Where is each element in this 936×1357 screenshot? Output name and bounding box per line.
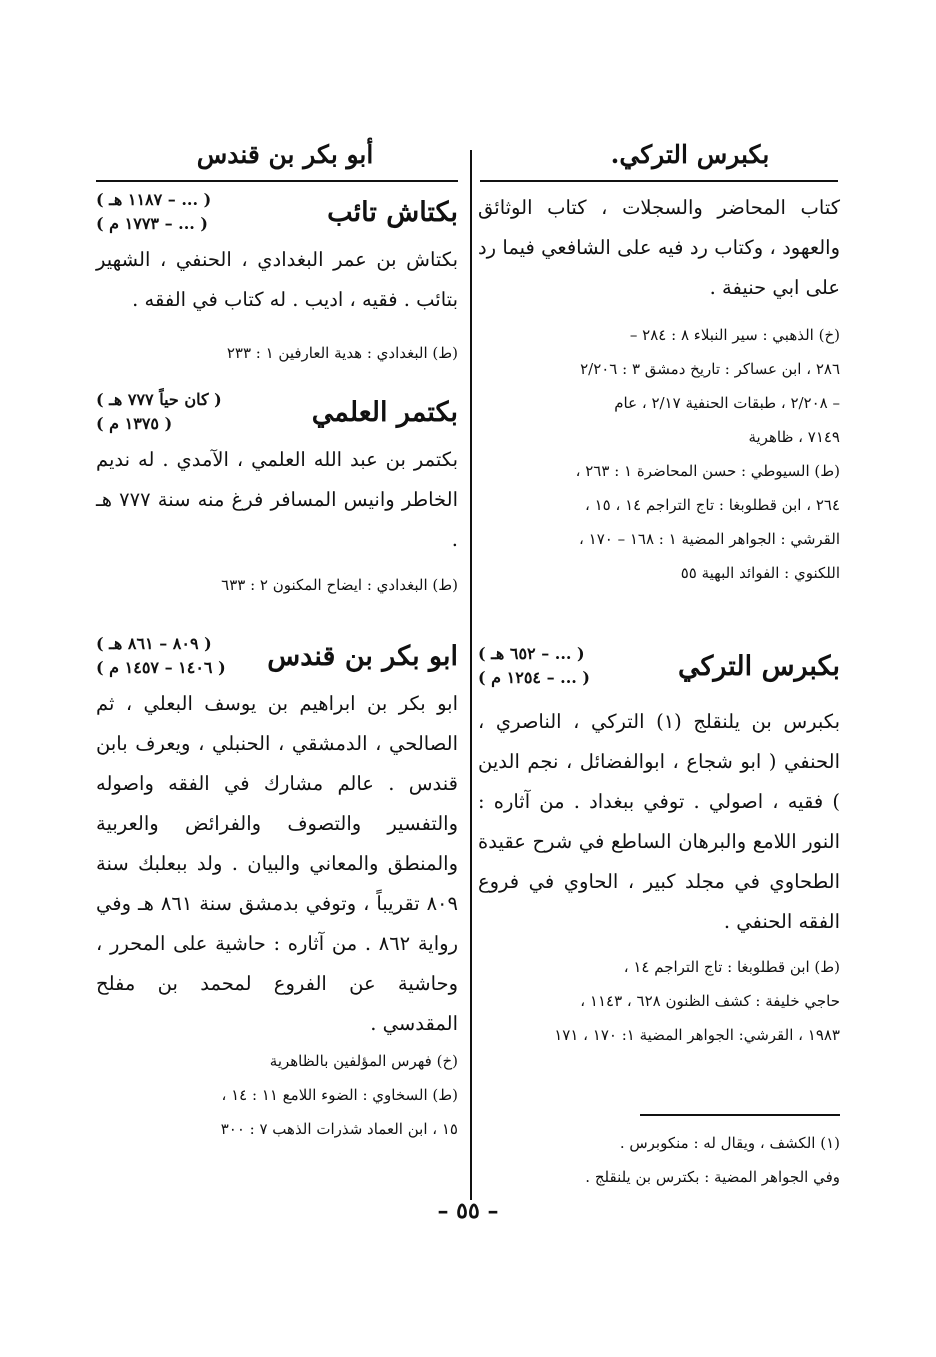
footnote-line: (١) الكشف ، ويقال له : منكوبرس . — [619, 1134, 840, 1152]
hijri-date: ( كان حياً ٧٧٧ هـ ) — [96, 390, 222, 409]
reference-line: (ط) السيوطي : حسن المحاضرة ١ : ٢٦٣ ، — [575, 462, 840, 480]
gregorian-date: ( ١٤٠٦ – ١٤٥٧ م ) — [96, 658, 226, 677]
reference-line: اللكنوي : الفوائد البهية ٥٥ — [680, 564, 840, 582]
header-rule-right — [480, 180, 838, 182]
entry-heading — [478, 642, 840, 690]
reference-line: (ط) السخاوي : الضوء اللامع ١١ : ١٤ ، — [221, 1086, 458, 1104]
hijri-date: ( ... – ٦٥٢ هـ ) — [478, 644, 585, 663]
entry-heading — [96, 188, 458, 236]
entry-heading — [96, 632, 458, 680]
reference-line: حاجي خليفة : كشف الظنون ٦٢٨ ، ١١٤٣ ، — [580, 992, 840, 1010]
gregorian-date: ( ... – ١٧٧٣ م ) — [96, 214, 208, 233]
page-number: – ٥٥ – — [437, 1198, 499, 1224]
running-header-right: بكبرس التركي. — [610, 140, 770, 169]
entry-body: بكبرس بن يلنقلج (١) التركي ، الناصري ، الحنفي ( ابو شجاع ، ابوالفضائل ، نجم الدين ) فقيه ، اصولي . توفي ببغداد . من آثاره : النور اللامع والبرهان الساطع في شرح عقيدة الطحاوي في مجلد كبير ، الحاوي في فروع الفقه الحنفي . — [478, 710, 841, 933]
entry-dates — [96, 632, 226, 680]
footnote-line: وفي الجواهر المضية : بكترس بن يلنقلج . — [585, 1168, 840, 1186]
entry-body: بكتمر بن عبد الله العلمي ، الآمدي . له نديم الخاطر وانيس المسافر فرغ منه سنة ٧٧٧ هـ . — [96, 448, 458, 551]
entry-dates — [96, 388, 222, 436]
footnote-rule — [640, 1114, 840, 1116]
continuation-text: كتاب المحاضر والسجلات ، كتاب الوثائق والعهود ، وكتاب رد فيه على الشافعي فيما رد على ابي حنيفة . — [478, 196, 840, 299]
footnote — [478, 1126, 840, 1194]
entry-name: بكبرس التركي — [678, 650, 840, 682]
reference-line: (خ) الذهبي : سير النبلاء ٨ : ٢٨٤ – — [629, 326, 840, 344]
left-column — [96, 188, 458, 1146]
entry-dates — [96, 188, 211, 236]
entry-name: ابو بكر بن قندس — [267, 640, 458, 672]
reference-line: ٧١٤٩ ، ظاهرية — [748, 428, 840, 446]
gregorian-date: ( ١٣٧٥ م ) — [96, 414, 173, 433]
entry-name: بكتمر العلمي — [311, 396, 458, 428]
entry-body: بكتاش بن عمر البغدادي ، الحنفي ، الشهير بتائب . فقيه ، اديب . له كتاب في الفقه . — [96, 248, 458, 311]
entry-heading — [96, 388, 458, 436]
running-header-left: أبو بكر بن قندس — [196, 140, 374, 169]
reference-line: ٢٦٤ ، ابن قطلوبغا : تاج التراجم ١٤ ، ١٥ ، — [584, 496, 840, 514]
reference-line: – ٢/٢٠٨ ، طبقات الحنفية ٢/١٧ ، عام — [614, 394, 840, 412]
hijri-date: ( ... – ١١٨٧ هـ ) — [96, 190, 212, 209]
entry-name: بكتاش تائب — [327, 196, 458, 228]
reference-line: (ط) البغدادي : ايضاح المكنون ٢ : ٦٣٣ — [221, 576, 458, 594]
reference-line: (ط) البغدادي : هدية العارفين ١ : ٢٣٣ — [226, 344, 458, 362]
right-column — [478, 188, 840, 1052]
column-divider — [470, 150, 472, 1200]
reference-line: ٢٨٦ ، ابن عساكر : تاريخ دمشق ٣ : ٢/٢٠٦ — [580, 360, 840, 378]
reference-line: القرشي : الجواهر المضية ١ : ١٦٨ – ١٧٠ ، — [579, 530, 840, 548]
reference-line: (ط) ابن قطلوبغا : تاج التراجم ١٤ ، — [623, 958, 840, 976]
gregorian-date: ( ... – ١٢٥٤ م ) — [478, 668, 590, 687]
entry-dates — [478, 642, 590, 690]
hijri-date: ( ٨٠٩ – ٨٦١ هـ ) — [96, 634, 212, 653]
entry-body: ابو بكر بن ابراهيم بن يوسف البعلي ، ثم الصالحي ، الدمشقي ، الحنبلي ، ويعرف بابن قندس . عالم مشارك في الفقه واصوله والتفسير والتصوف والفرائض والعربية والمنطق والمعاني والبيان . ولد ببعلبك سنة ٨٠٩ تقريباً ، وتوفي بدمشق سنة ٨٦١ هـ وفي رواية ٨٦٢ . من آثاره : حاشية على المحرر ، وحاشية عن الفروع لمحمد بن مفلح المقدسي . — [96, 692, 458, 1035]
reference-line: (خ) فهرس المؤلفين بالظاهرية — [269, 1052, 458, 1070]
reference-line: ١٩٨٣ ، القرشي: الجواهر المضية ١: ١٧٠ ، ١٧١ — [554, 1026, 840, 1044]
reference-line: ١٥ ، ابن العماد شذرات الذهب ٧ : ٣٠٠ — [220, 1120, 458, 1138]
header-rule-left — [96, 180, 458, 182]
